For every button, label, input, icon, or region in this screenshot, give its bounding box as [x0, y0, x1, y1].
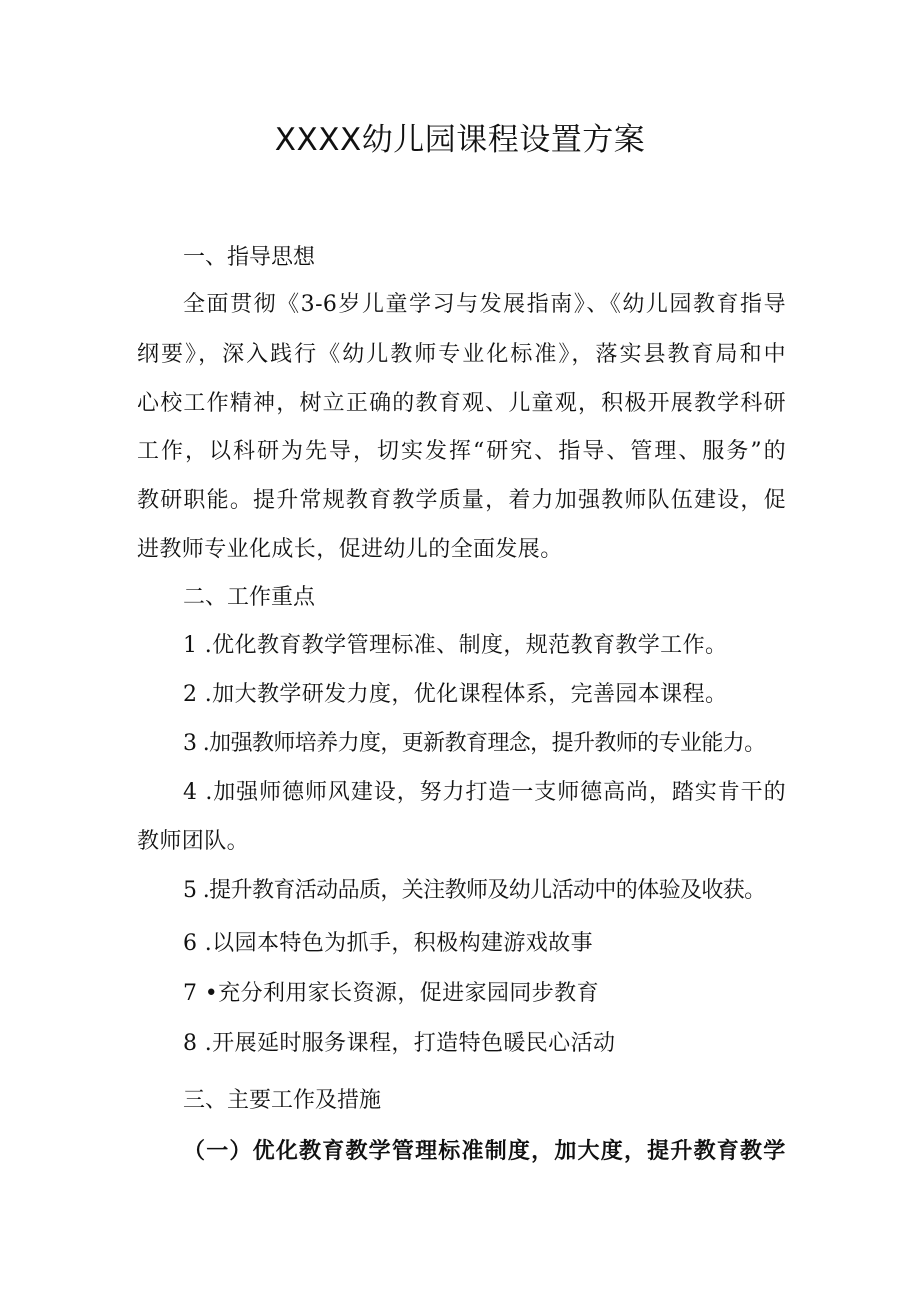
list-item: 5 .提升教育活动品质，关注教师及幼儿活动中的体验及收获。: [183, 878, 766, 903]
list-item: 6 .以园本特色为抓手，积极构建游戏故事: [183, 931, 593, 956]
list-item: 4 .加强师德师风建设，努力打造一支师德高尚，踏实肯干的: [183, 780, 786, 805]
section-heading-guiding-ideology: 一、指导思想: [183, 245, 316, 270]
section-heading-work-focus: 二、工作重点: [183, 585, 316, 610]
paragraph-line: 进教师专业化成长，促进幼儿的全面发展。: [137, 537, 563, 562]
list-item-continuation: 教师团队。: [137, 829, 250, 854]
list-item: 2 .加大教学研发力度，优化课程体系，完善园本课程。: [183, 682, 728, 707]
paragraph-line: 纲要》，深入践行《幼儿教师专业化标准》，落实县教育局和中: [137, 342, 786, 367]
section-heading-main-work: 三、主要工作及措施: [183, 1088, 382, 1113]
subsection-heading: （一）优化教育教学管理标准制度，加大度，提升教育教学: [183, 1139, 786, 1164]
list-item: 1 .优化教育教学管理标准、制度，规范教育教学工作。: [183, 633, 728, 658]
paragraph-line: 工作，以科研为先导，切实发挥“研究、指导、管理、服务”的: [137, 439, 786, 464]
list-item: 7 •充分利用家长资源，促进家园同步教育: [183, 981, 599, 1006]
document-title: XXXX幼儿园课程设置方案: [274, 122, 646, 158]
list-item: 3 .加强教师培养力度，更新教育理念，提升教师的专业能力。: [183, 731, 766, 756]
paragraph-line: 教研职能。提升常规教育教学质量，着力加强教师队伍建设，促: [137, 488, 786, 513]
list-item: 8 .开展延时服务课程，打造特色暖民心活动: [183, 1031, 616, 1056]
paragraph-line: 全面贯彻《3-6岁儿童学习与发展指南》、《幼儿园教育指导: [183, 292, 786, 317]
paragraph-line: 心校工作精神，树立正确的教育观、儿童观，积极开展教学科研: [137, 391, 786, 416]
